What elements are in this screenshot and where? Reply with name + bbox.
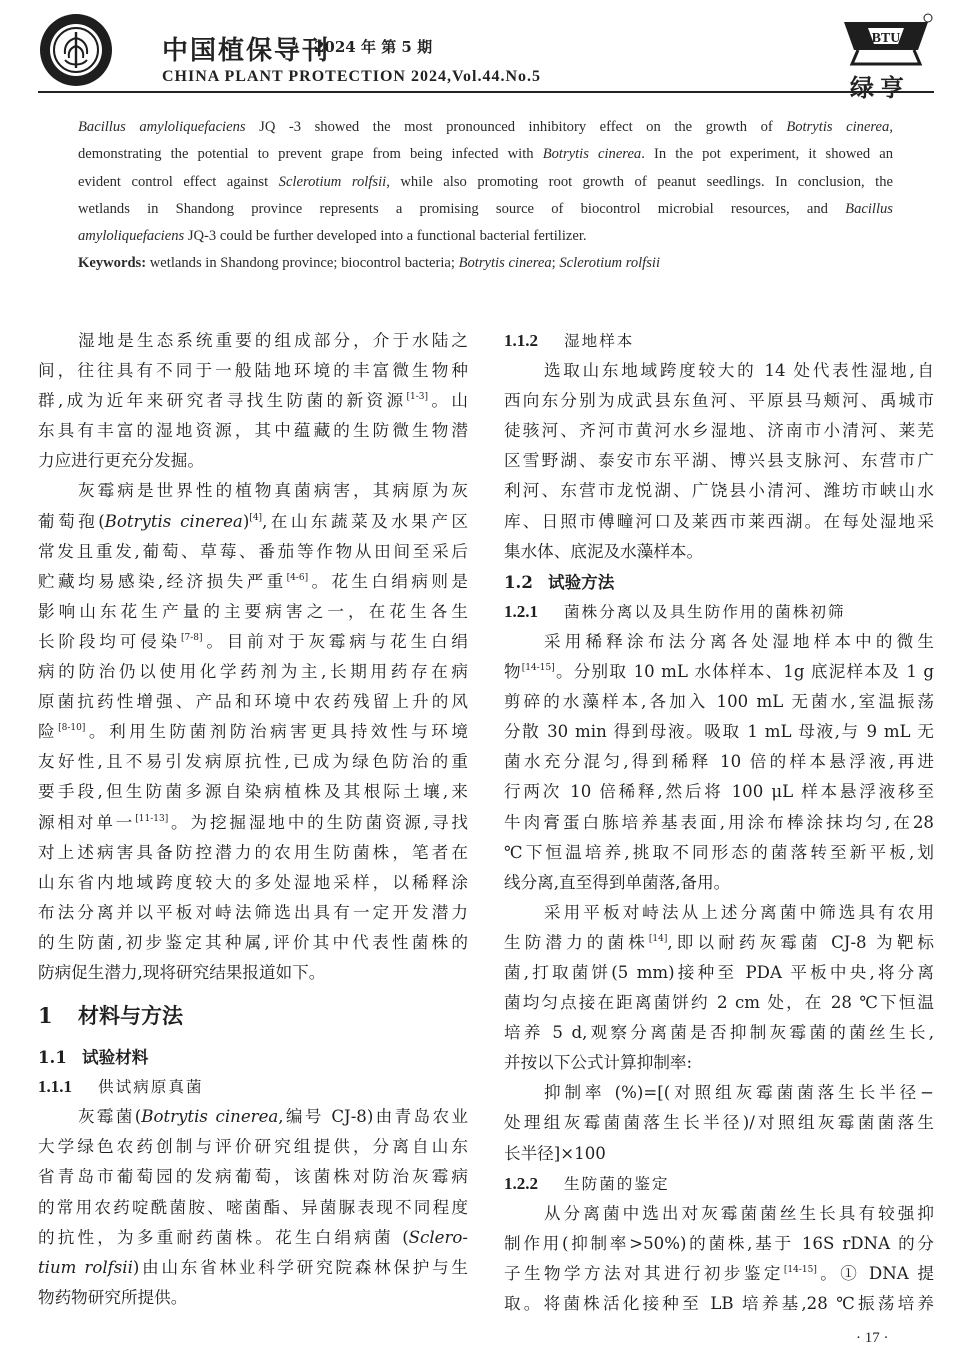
text-run: 。利用生防菌剂防治病害更具持效性与环境 — [85, 722, 469, 742]
italic-term: amyloliquefaciens — [78, 228, 185, 245]
subsubsection-heading — [504, 1169, 934, 1199]
text-run: 群,成为近年来研究者寻找生防菌的新资源 — [38, 391, 407, 411]
body-text-line — [504, 627, 934, 657]
text-run: 常发且重发,葡萄、草莓、番茄等作物从田间至采后 — [38, 541, 468, 561]
body-text-line — [38, 928, 468, 958]
text-run: 物药物研究所提供。 — [38, 1287, 188, 1307]
body-text-line — [504, 1289, 934, 1319]
body-text-line — [38, 597, 468, 627]
page-number: · 17 · — [856, 1330, 889, 1346]
text-run: ; — [551, 255, 560, 272]
italic-term: Botrytis cinerea — [786, 119, 890, 135]
text-run: 东具有丰富的湿地资源，其中蕴藏的生防微生物潜 — [38, 421, 468, 441]
body-text-line — [504, 657, 934, 687]
citation-ref: [8-10] — [58, 723, 86, 734]
citation-ref: [14-15] — [783, 1264, 817, 1275]
body-text-line — [38, 777, 468, 807]
heading-title: 生防菌的鉴定 — [564, 1174, 670, 1193]
heading-title: 供试病原真菌 — [98, 1078, 204, 1097]
heading-number: 1.2 — [504, 571, 533, 592]
citation-ref: [14-15] — [521, 663, 555, 674]
subsection-heading — [38, 1042, 468, 1072]
body-text-line — [38, 476, 468, 506]
body-text-line — [38, 1283, 468, 1313]
text-run: 库、日照市傅疃河口及莱西市莱西湖。在每处湿地采 — [504, 511, 934, 531]
body-text-line — [38, 687, 468, 717]
body-text-line — [38, 1162, 468, 1192]
body-text-line — [504, 1139, 934, 1169]
text-run: ,即以耐药灰霉菌 CJ-8 为靶标 — [667, 932, 934, 952]
text-run: 取。将菌株活化接种至 LB 培养基,28 ℃振荡培养 — [504, 1294, 934, 1313]
journal-name-cn: 中国植保导刊 — [162, 36, 331, 66]
italic-term: Bacillus amyloliquefaciens — [78, 119, 246, 135]
body-text-line — [504, 386, 934, 416]
abstract-line — [78, 141, 893, 168]
text-run: 。花生白绢病则是 — [308, 571, 469, 591]
text-run: 友好性,且不易引发病原抗性,已成为绿色防治的重 — [38, 752, 468, 772]
svg-text:BTU: BTU — [871, 31, 901, 46]
header-rule — [38, 91, 934, 93]
body-text-line — [504, 1048, 934, 1078]
body-text-line — [38, 838, 468, 868]
body-text-line — [38, 868, 468, 898]
text-run: 。为挖掘湿地中的生防菌资源,寻找 — [168, 812, 469, 832]
text-run: 大学绿色农药创制与评价研究组提供，分离自山东 — [38, 1137, 468, 1157]
body-text-line — [38, 657, 468, 687]
heading-title: 材料与方法 — [78, 1003, 183, 1029]
left-column — [38, 326, 468, 1313]
text-run: 徒骇河、齐河市黄河水乡湿地、济南市小清河、莱芜 — [504, 421, 934, 441]
text-run: wetlands in Shandong province; biocontrol bacteria; — [146, 255, 459, 272]
text-run: 并按以下公式计算抑制率: — [504, 1053, 693, 1073]
body-text-line — [38, 356, 468, 386]
subsubsection-heading — [38, 1072, 468, 1102]
text-run: 湿地是生态系统重要的组成部分，介于水陆之 — [78, 331, 468, 350]
heading-number: 1.1.1 — [38, 1077, 72, 1097]
text-run: ,编号 CJ-8)由青岛农业 — [278, 1107, 468, 1127]
body-text-line — [38, 1223, 468, 1253]
body-text-line — [38, 747, 468, 777]
body-text-line — [38, 958, 468, 988]
body-text-line — [504, 717, 934, 747]
italic-term: Botrytis cinerea — [458, 255, 552, 272]
body-text-line — [504, 777, 934, 807]
body-text-line — [38, 537, 468, 567]
text-run: 。目前对于灰霉病与花生白绢 — [202, 631, 469, 651]
heading-number: 1.2.1 — [504, 601, 538, 621]
body-text-line — [504, 416, 934, 446]
italic-term: Botrytis cinerea — [542, 146, 642, 163]
citation-ref: [4-6] — [286, 572, 309, 583]
body-text-line — [38, 717, 468, 747]
text-run: 处理组灰霉菌菌落生长半径)/对照组灰霉菌菌落生 — [504, 1113, 934, 1133]
keywords-line — [78, 250, 893, 277]
abstract-line — [78, 169, 893, 196]
journal-header — [38, 8, 934, 102]
journal-name-en: CHINA PLANT PROTECTION 2024,Vol.44.No.5 — [162, 68, 542, 85]
text-run: 险 — [38, 722, 59, 742]
text-run: demonstrating the potential to prevent grape from being infected with — [78, 146, 543, 163]
body-text-line — [504, 687, 934, 717]
keywords-label: Keywords: — [78, 255, 147, 272]
text-run: 抑制率 (%)=[(对照组灰霉菌菌落生长半径− — [544, 1083, 934, 1103]
abstract-line — [78, 196, 893, 223]
body-text-line — [504, 356, 934, 386]
body-text-line — [38, 898, 468, 928]
italic-term: Botrytis cinerea — [104, 511, 243, 531]
text-run: JQ -3 showed the most pronounced inhibitory effect on the growth of — [245, 119, 787, 135]
text-run: 病的防治仍以使用化学药剂为主,长期用药存在病 — [38, 662, 468, 682]
abstract-line — [78, 223, 893, 250]
text-run: 要手段,但生防菌多源自染病植株及其根际土壤,来 — [38, 782, 468, 802]
english-abstract — [78, 114, 893, 278]
body-text-line — [504, 476, 934, 506]
body-text-line — [504, 537, 934, 567]
citation-ref: [1-3] — [406, 392, 429, 403]
body-text-line — [504, 838, 934, 868]
heading-number: 1.1 — [38, 1047, 67, 1068]
body-text-line — [38, 326, 468, 356]
heading-title: 试验材料 — [82, 1047, 149, 1068]
text-run: 选取山东地域跨度较大的 14 处代表性湿地,自 — [544, 361, 934, 381]
italic-term: Sclero- — [408, 1227, 468, 1247]
text-run: 利河、东营市龙悦湖、广饶县小清河、潍坊市峡山水 — [504, 481, 934, 501]
section-heading — [38, 1000, 468, 1032]
body-text-line — [504, 868, 934, 898]
text-run: 长半径]×100 — [504, 1143, 606, 1163]
text-run: 对上述病害具备防控潜力的农用生防菌株，笔者在 — [38, 842, 468, 862]
text-run: 的生防菌,初步鉴定其种属,评价其中代表性菌株的 — [38, 932, 468, 952]
text-run: 培养 5 d,观察分离菌是否抑制灰霉菌的菌丝生长, — [504, 1023, 934, 1043]
body-text-line — [38, 1102, 468, 1132]
text-run: , — [889, 119, 893, 135]
body-text-line — [38, 627, 468, 657]
text-run: 布法分离并以平板对峙法筛选出具有一定开发潜力 — [38, 902, 468, 922]
text-run: 灰霉病是世界性的植物真菌病害，其病原为灰 — [78, 481, 468, 501]
heading-number: 1.1.2 — [504, 331, 538, 350]
text-run: wetlands in Shandong province represents a promising source of biocontrol microbial resources, and — [78, 200, 846, 217]
body-text-line — [504, 928, 934, 958]
body-text-line — [38, 386, 468, 416]
body-text-line — [38, 1253, 468, 1283]
subsubsection-heading — [504, 326, 934, 356]
text-run: 原菌抗药性增强、产品和环境中农药残留上升的风 — [38, 692, 468, 712]
text-run: 葡萄孢( — [38, 511, 105, 531]
italic-term: Bacillus — [845, 200, 893, 217]
text-run: 制作用(抑制率>50%)的菌株,基于 16S rDNA 的分 — [504, 1233, 934, 1253]
text-run: 物 — [504, 662, 522, 682]
text-run: 长阶段均可侵染 — [38, 631, 181, 651]
body-text-line — [38, 446, 468, 476]
text-run: 菌水充分混匀,得到稀释 10 倍的样本悬浮液,再进 — [504, 752, 934, 772]
body-text-line — [504, 1259, 934, 1289]
subsubsection-heading — [504, 597, 934, 627]
text-run: 源相对单一 — [38, 812, 136, 832]
text-run: 影响山东花生产量的主要病害之一，在花生各生 — [38, 601, 468, 621]
text-run: 力应进行更充分发掘。 — [38, 451, 204, 471]
brand-name: 绿亨 — [850, 73, 910, 102]
body-text-line — [504, 898, 934, 928]
body-text-line — [504, 1108, 934, 1138]
italic-term: Sclerotium rolfsii — [278, 173, 387, 190]
citation-ref: [7-8] — [180, 632, 203, 643]
abstract-line — [78, 114, 893, 141]
brand-logo — [838, 12, 934, 68]
body-text-line — [504, 507, 934, 537]
text-run: 区雪野湖、泰安市东平湖、博兴县支脉河、东营市广 — [504, 451, 934, 471]
text-run: 西向东分别为成武县东鱼河、平原县马颊河、禹城市 — [504, 391, 934, 411]
text-run: 。山 — [428, 391, 468, 411]
text-run: 。① DNA 提 — [816, 1263, 935, 1283]
text-run: 间，往往具有不同于一般陆地环境的丰富微生物种 — [38, 361, 468, 381]
body-text-line — [504, 958, 934, 988]
heading-title: 菌株分离以及具生防作用的菌株初筛 — [564, 602, 846, 621]
heading-number: 1 — [38, 1003, 53, 1029]
body-text-line — [38, 808, 468, 838]
body-text-line — [38, 1132, 468, 1162]
text-run: 分散 30 min 得到母液。吸取 1 mL 母液,与 9 mL 无 — [504, 722, 934, 742]
body-text-line — [504, 808, 934, 838]
italic-term: Sclerotium rolfsii — [559, 255, 661, 272]
text-run: 从分离菌中选出对灰霉菌菌丝生长具有较强抑 — [544, 1203, 934, 1223]
text-run: ) — [242, 511, 250, 531]
body-text-line — [38, 416, 468, 446]
text-run: ,在山东蔬菜及水果产区 — [262, 511, 468, 531]
text-run: 集水体、底泥及水藻样本。 — [504, 541, 704, 561]
text-run: 剪碎的水藻样本,各加入 100 mL 无菌水,室温振荡 — [504, 692, 934, 712]
text-run: 牛肉膏蛋白胨培养基表面,用涂布棒涂抹均匀,在28 — [504, 812, 934, 832]
heading-title: 试验方法 — [548, 571, 615, 592]
body-text-line — [38, 567, 468, 597]
citation-ref: [14] — [648, 933, 668, 944]
text-run: JQ-3 could be further developed into a functional bacterial fertilizer. — [184, 228, 587, 245]
citation-ref: [11-13] — [135, 813, 169, 824]
body-text-line — [504, 747, 934, 777]
text-run: 的常用农药啶酰菌胺、嘧菌酯、异菌脲表现不同程度 — [38, 1197, 468, 1217]
text-run: 灰霉菌( — [78, 1107, 142, 1127]
body-text-line — [504, 1229, 934, 1259]
text-run: 子生物学方法对其进行初步鉴定 — [504, 1263, 784, 1283]
natesc-seal-logo — [38, 12, 114, 88]
text-run: . In the pot experiment, it showed an — [641, 146, 894, 163]
text-run: 线分离,直至得到单菌落,备用。 — [504, 872, 731, 892]
heading-number: 1.2.2 — [504, 1173, 538, 1193]
italic-term: tium rolfsii — [38, 1257, 133, 1277]
text-run: evident control effect against — [78, 173, 279, 190]
right-column — [504, 326, 934, 1319]
text-run: 行两次 10 倍稀释,然后将 100 μL 样本悬浮液移至 — [504, 782, 934, 802]
heading-title: 湿地样本 — [564, 332, 635, 350]
citation-ref: [4] — [249, 512, 263, 523]
italic-term: Botrytis cinerea — [141, 1107, 279, 1127]
text-run: 生防潜力的菌株 — [504, 932, 649, 952]
text-run: 菌均匀点接在距离菌饼约 2 cm 处，在 28 ℃下恒温 — [504, 993, 934, 1013]
text-run: )由山东省林业科学研究院森林保护与生 — [132, 1257, 468, 1277]
text-run: 的抗性，为多重耐药菌株。花生白绢病菌 ( — [38, 1227, 409, 1247]
body-text-line — [504, 1018, 934, 1048]
text-run: , while also promoting root growth of peanut seedlings. In conclusion, the — [386, 173, 894, 190]
text-run: 采用平板对峙法从上述分离菌中筛选具有农用 — [544, 902, 934, 922]
body-text-line — [38, 1193, 468, 1223]
text-run: 菌,打取菌饼(5 mm)接种至 PDA 平板中央,将分离 — [504, 962, 934, 982]
text-run: ℃下恒温培养,挑取不同形态的菌落转至新平板,划 — [504, 842, 934, 862]
text-run: 防病促生潜力,现将研究结果报道如下。 — [38, 962, 326, 982]
text-run: 山东省内地域跨度较大的多处湿地采样，以稀释涂 — [38, 872, 468, 892]
text-run: 。分别取 10 mL 水体样本、1g 底泥样本及 1 g — [554, 662, 934, 682]
body-text-line — [504, 446, 934, 476]
issue-label-cn: 2024 年 第 5 期 — [314, 38, 433, 56]
text-run: 贮藏均易感染,经济损失严重 — [38, 571, 287, 591]
body-text-line — [38, 507, 468, 537]
text-run: 采用稀释涂布法分离各处湿地样本中的微生 — [544, 631, 934, 651]
text-run: 省青岛市葡萄园的发病葡萄，该菌株对防治灰霉病 — [38, 1167, 468, 1187]
body-text-line — [504, 1078, 934, 1108]
body-text-line — [504, 1199, 934, 1229]
body-text-line — [504, 988, 934, 1018]
subsection-heading — [504, 567, 934, 597]
